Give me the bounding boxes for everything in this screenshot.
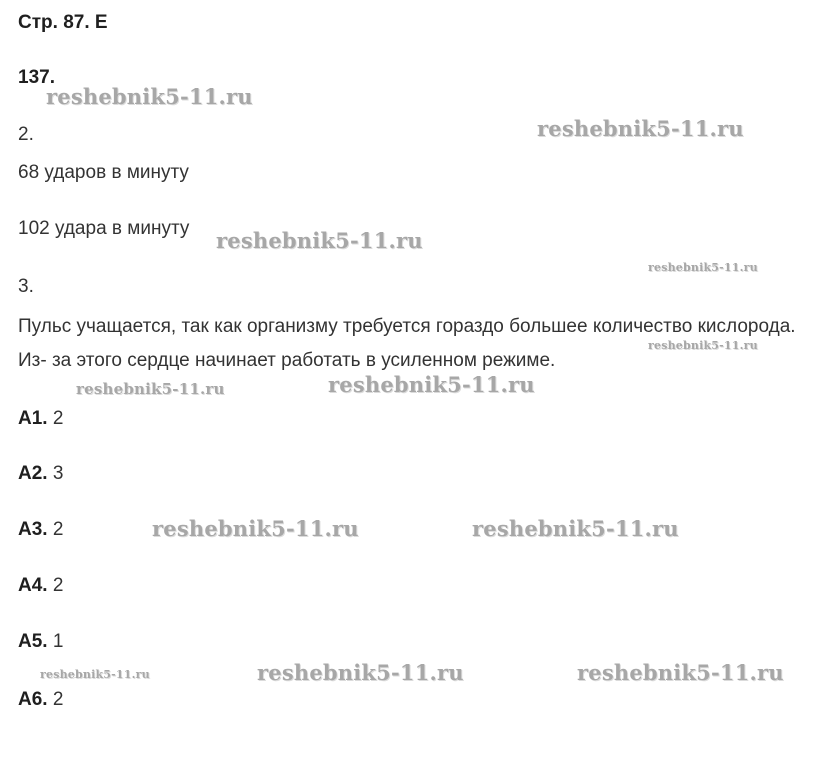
watermark: reshebnik5-11.ru: [472, 516, 679, 541]
task-number: 137.: [18, 67, 55, 88]
answer-row: [18, 575, 63, 597]
watermark: reshebnik5-11.ru: [648, 261, 758, 274]
answer-value: 1: [52, 631, 64, 652]
watermark: reshebnik5-11.ru: [76, 380, 225, 398]
item-text-68: 68 ударов в минуту: [18, 162, 189, 183]
answer-key: А2.: [18, 463, 48, 484]
watermark: reshebnik5-11.ru: [40, 668, 150, 681]
item-label-3: 3.: [18, 276, 34, 297]
answer-key: А1.: [18, 408, 48, 429]
answer-row: [18, 689, 63, 711]
answer-value: 3: [52, 463, 64, 484]
answer-key: А5.: [18, 631, 48, 652]
answer-row: [18, 408, 63, 430]
answer-row: [18, 463, 63, 485]
answer-value: 2: [52, 575, 64, 596]
watermark: reshebnik5-11.ru: [257, 660, 464, 685]
answer-value: 2: [52, 519, 64, 540]
item-text-102: 102 удара в минуту: [18, 218, 190, 239]
watermark: reshebnik5-11.ru: [577, 660, 784, 685]
answer-row: [18, 631, 63, 653]
page-header: Стр. 87. Е: [18, 12, 108, 33]
watermark: reshebnik5-11.ru: [537, 116, 744, 141]
watermark: reshebnik5-11.ru: [648, 339, 758, 352]
answer-value: 2: [52, 408, 64, 429]
watermark: reshebnik5-11.ru: [328, 372, 535, 397]
watermark: reshebnik5-11.ru: [216, 228, 423, 253]
answer-value: 2: [52, 689, 64, 710]
answer-key: А6.: [18, 689, 48, 710]
explanation-paragraph: Пульс учащается, так как организму требуется гораздо большее количество кислорода. Из- за этого сердце начинает работать в усиленном режиме.: [18, 316, 796, 371]
answer-key: А4.: [18, 575, 48, 596]
item-label-2: 2.: [18, 124, 34, 145]
answer-row: [18, 519, 63, 541]
watermark: reshebnik5-11.ru: [152, 516, 359, 541]
watermark: reshebnik5-11.ru: [46, 84, 253, 109]
answer-key: А3.: [18, 519, 48, 540]
